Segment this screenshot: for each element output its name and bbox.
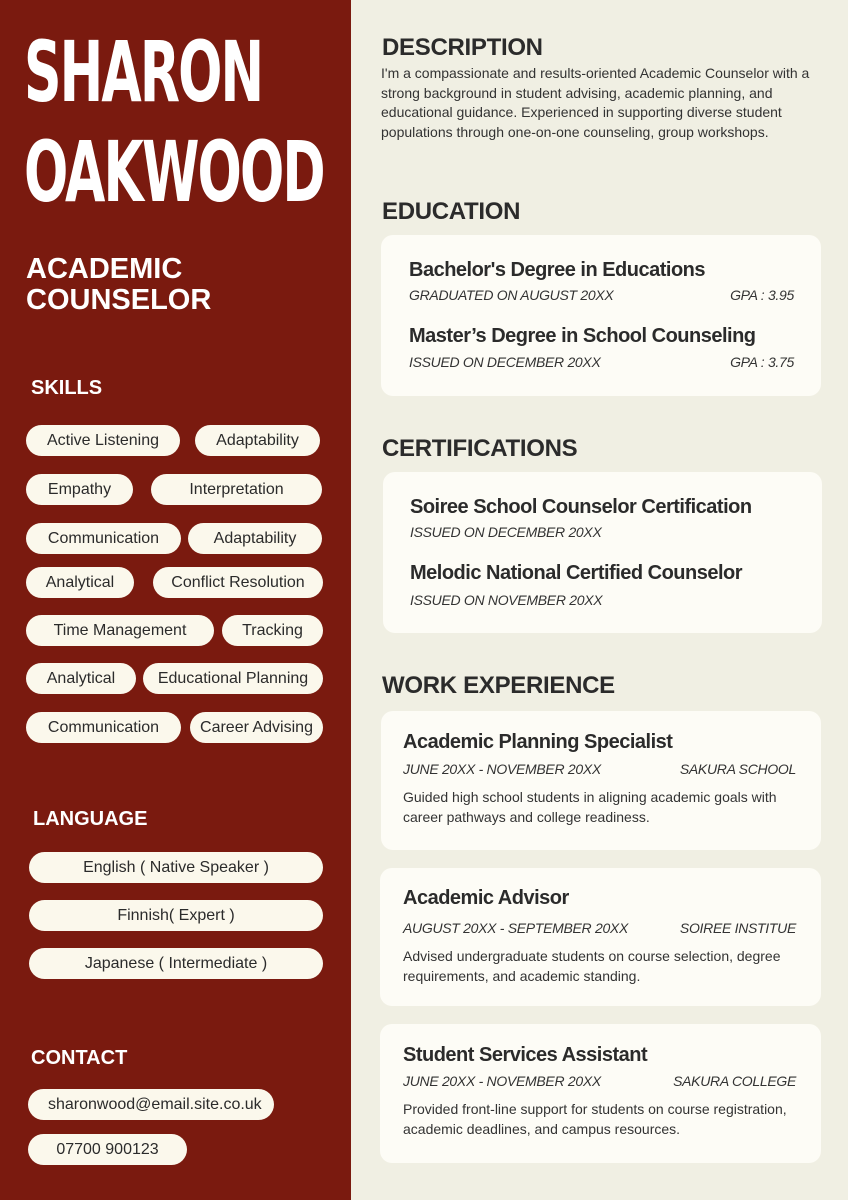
language-pill: Finnish( Expert ) xyxy=(29,900,323,931)
skill-pill: Career Advising xyxy=(190,712,323,743)
work-description: Provided front-line support for students on course registration, academic deadlines, and campus resources. xyxy=(403,1101,787,1137)
work-dates: AUGUST 20XX - SEPTEMBER 20XX xyxy=(403,920,629,936)
name-first: SHARON xyxy=(24,23,263,121)
skill-pill: Time Management xyxy=(26,615,214,646)
skill-pill: Adaptability xyxy=(188,523,322,554)
name-last: OAKWOOD xyxy=(24,123,324,221)
language-pill: Japanese ( Intermediate ) xyxy=(29,948,323,979)
skill-pill: Interpretation xyxy=(151,474,322,505)
skill-pill: Tracking xyxy=(222,615,323,646)
work-description: Advised undergraduate students on course selection, degree requirements, and academic standing. xyxy=(403,948,781,984)
work-role: Academic Planning Specialist xyxy=(403,731,673,753)
education-gpa: GPA : 3.75 xyxy=(730,354,794,370)
contact-heading: CONTACT xyxy=(31,1047,128,1069)
education-gpa: GPA : 3.95 xyxy=(730,287,794,303)
skill-pill: Active Listening xyxy=(26,425,180,456)
certification-date: ISSUED ON DECEMBER 20XX xyxy=(410,524,602,540)
sidebar xyxy=(0,0,351,1200)
work-dates: JUNE 20XX - NOVEMBER 20XX xyxy=(403,1073,601,1089)
skill-pill: Adaptability xyxy=(195,425,320,456)
education-degree: Bachelor's Degree in Educations xyxy=(409,259,706,281)
education-heading: EDUCATION xyxy=(382,198,521,225)
skill-pill: Educational Planning xyxy=(143,663,323,694)
work-dates: JUNE 20XX - NOVEMBER 20XX xyxy=(403,761,601,777)
language-heading: LANGUAGE xyxy=(33,808,148,830)
job-title-line-1: ACADEMIC xyxy=(26,253,183,285)
education-degree: Master’s Degree in School Counseling xyxy=(409,325,756,347)
certification-name: Melodic National Certified Counselor xyxy=(410,562,743,584)
skill-pill: Communication xyxy=(26,523,181,554)
skill-pill: Analytical xyxy=(26,567,134,598)
certification-name: Soiree School Counselor Certification xyxy=(410,496,752,518)
certification-date: ISSUED ON NOVEMBER 20XX xyxy=(410,592,603,608)
skill-pill: Analytical xyxy=(26,663,136,694)
skill-pill: Communication xyxy=(26,712,181,743)
work-org: SOIREE INSTITUE xyxy=(679,920,796,936)
work-org: SAKURA SCHOOL xyxy=(679,761,796,777)
contact-phone[interactable]: 07700 900123 xyxy=(28,1134,187,1165)
language-pill: English ( Native Speaker ) xyxy=(29,852,323,883)
certifications-heading: CERTIFICATIONS xyxy=(382,435,578,462)
work-description: Guided high school students in aligning academic goals with career pathways and college readiness. xyxy=(403,789,777,825)
education-date: ISSUED ON DECEMBER 20XX xyxy=(409,354,601,370)
work-heading: WORK EXPERIENCE xyxy=(382,672,615,699)
contact-email[interactable]: sharonwood@email.site.co.uk xyxy=(28,1089,274,1120)
skill-pill: Empathy xyxy=(26,474,133,505)
description-text: I'm a compassionate and results-oriented Academic Counselor with a strong background in student advising, academic planning, and educational guidance. Experienced in supporting diverse student populations through one-on-one counseling, group workshops. xyxy=(381,65,810,140)
education-date: GRADUATED ON AUGUST 20XX xyxy=(409,287,614,303)
description-heading: DESCRIPTION xyxy=(382,34,543,61)
work-role: Academic Advisor xyxy=(403,887,569,909)
work-role: Student Services Assistant xyxy=(403,1044,648,1066)
skills-heading: SKILLS xyxy=(31,377,103,399)
work-org: SAKURA COLLEGE xyxy=(673,1073,796,1089)
job-title-line-2: COUNSELOR xyxy=(26,284,212,316)
skill-pill: Conflict Resolution xyxy=(153,567,323,598)
